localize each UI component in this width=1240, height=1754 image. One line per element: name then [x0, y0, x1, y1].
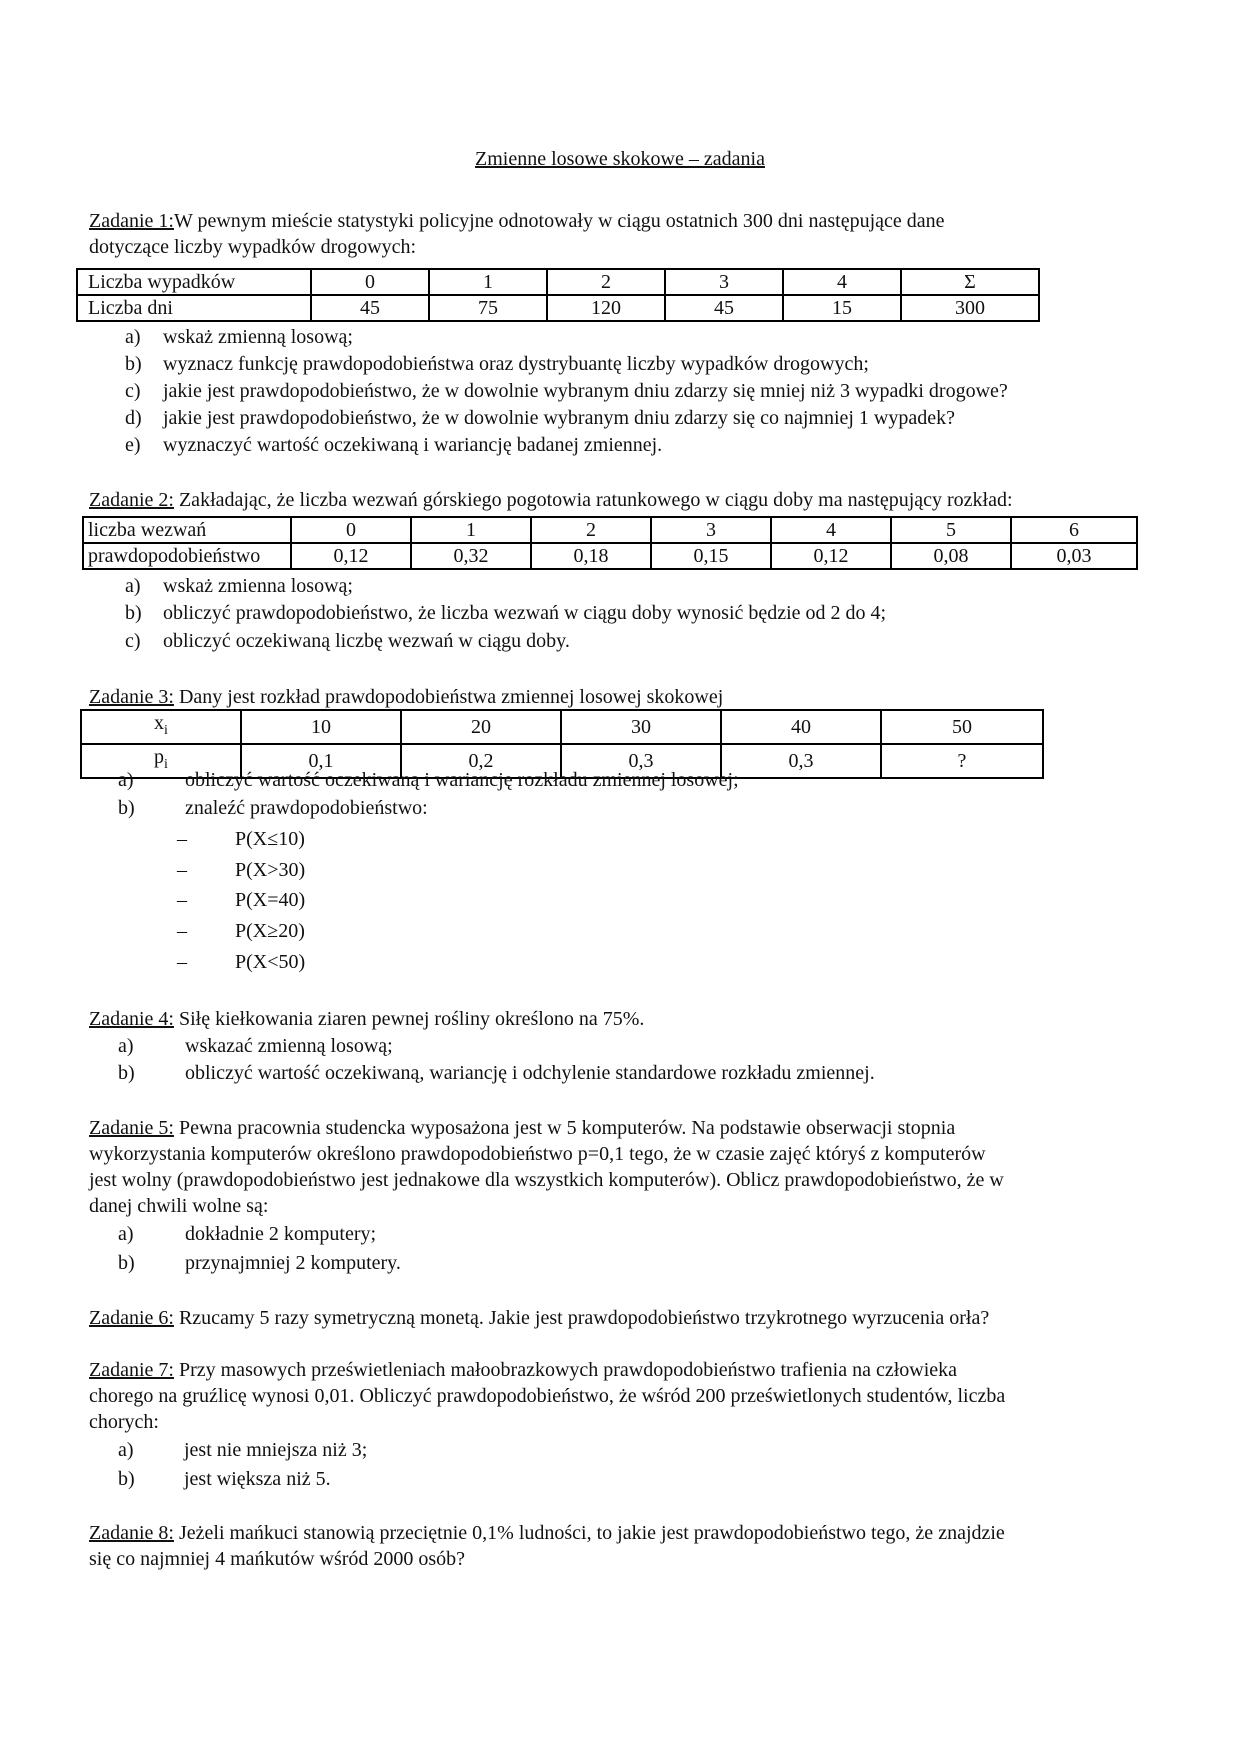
list-item-text: dokładnie 2 komputery;	[185, 1223, 377, 1245]
table-cell: 45	[311, 295, 429, 321]
list-item-text: znaleźć prawdopodobieństwo:	[185, 797, 428, 819]
task-6-intro	[89, 1305, 1199, 1331]
task-7-label: Zadanie 7:	[89, 1359, 174, 1381]
row-label-x: x	[154, 712, 165, 734]
list-item-text: obliczyć wartość oczekiwaną, wariancję i odchylenie standardowe rozkładu zmiennej.	[185, 1062, 875, 1084]
sub-list-item-text: P(X=40)	[235, 889, 306, 911]
list-marker: a)	[118, 769, 134, 791]
dash-marker: –	[177, 889, 187, 911]
table-cell: 2	[531, 517, 651, 543]
task-2-intro	[89, 487, 1209, 513]
row-label-subscript: i	[164, 723, 168, 738]
task-5-line: jest wolny (prawdopodobieństwo jest jednakowe dla wszystkich komputerów). Oblicz prawdopodobieństwo, że w	[89, 1169, 1004, 1191]
task-7-line: chorego na gruźlicę wynosi 0,01. Obliczyć prawdopodobieństwo, że wśród 200 prześwietlonych studentów, liczba	[89, 1385, 1006, 1407]
task-3-text: Dany jest rozkład prawdopodobieństwa zmiennej losowej skokowej	[173, 686, 724, 708]
table-cell: 0,08	[891, 543, 1011, 569]
table-cell: 1	[411, 517, 531, 543]
sub-list-item-text: P(X<50)	[235, 951, 306, 973]
table-cell: 0,32	[411, 543, 531, 569]
list-marker: b)	[118, 1062, 135, 1084]
row-label-subscript: i	[164, 757, 168, 772]
list-item-text: przynajmniej 2 komputery.	[185, 1252, 401, 1274]
task-4-label: Zadanie 4:	[89, 1008, 174, 1030]
list-marker: a)	[125, 575, 141, 597]
table-cell: 0,12	[291, 543, 411, 569]
table-cell: 0,18	[531, 543, 651, 569]
table-cell: 0,03	[1011, 543, 1137, 569]
table-cell: 1	[429, 269, 547, 295]
list-marker: a)	[125, 326, 141, 348]
task-1-table	[76, 268, 1040, 322]
task-1-label: Zadanie 1:	[89, 210, 174, 232]
list-item-text: wskazać zmienną losową;	[185, 1035, 393, 1057]
table-cell: 0,2	[401, 744, 561, 778]
table-cell: 20	[401, 710, 561, 744]
table-cell: Liczba wypadków	[77, 269, 311, 295]
table-cell: liczba wezwań	[83, 517, 291, 543]
list-item-text: wyznacz funkcję prawdopodobieństwa oraz dystrybuantę liczby wypadków drogowych;	[163, 353, 869, 375]
task-4-text: Siłę kiełkowania ziaren pewnej rośliny określono na 75%.	[173, 1008, 645, 1030]
table-cell: 50	[881, 710, 1043, 744]
task-8-label: Zadanie 8:	[89, 1522, 174, 1544]
list-marker: e)	[125, 434, 141, 456]
table-cell	[81, 710, 241, 744]
table-cell: 75	[429, 295, 547, 321]
table-cell: 3	[665, 269, 783, 295]
table-cell: 3	[651, 517, 771, 543]
table-cell: 0,3	[561, 744, 721, 778]
list-marker: b)	[125, 602, 142, 624]
task-8-line: się co najmniej 4 mańkutów wśród 2000 osób?	[89, 1548, 466, 1570]
table-cell: 0	[291, 517, 411, 543]
task-7-text: Przy masowych prześwietleniach małoobrazkowych prawdopodobieństwo trafienia na człowieka	[173, 1359, 958, 1381]
list-marker: d)	[125, 407, 142, 429]
list-marker: a)	[118, 1223, 134, 1245]
table-cell: 45	[665, 295, 783, 321]
list-item-text: jest większa niż 5.	[184, 1468, 331, 1490]
table-cell: 15	[783, 295, 901, 321]
list-marker: c)	[125, 630, 141, 652]
table-cell: 0,12	[771, 543, 891, 569]
list-item-text: jest nie mniejsza niż 3;	[184, 1439, 368, 1461]
list-marker: b)	[118, 1468, 135, 1490]
task-6-text: Rzucamy 5 razy symetryczną monetą. Jakie jest prawdopodobieństwo trzykrotnego wyrzucenia orła?	[173, 1307, 990, 1329]
table-cell: 0,3	[721, 744, 881, 778]
task-5-line: wykorzystania komputerów określono prawdopodobieństwo p=0,1 tego, że w czasie zajęć któryś z komputerów	[89, 1143, 986, 1165]
dash-marker: –	[177, 859, 187, 881]
task-2-label: Zadanie 2:	[89, 489, 174, 511]
table-row	[83, 543, 1137, 569]
task-7-line: chorych:	[89, 1411, 159, 1433]
task-1-intro	[89, 208, 1149, 260]
table-cell: 5	[891, 517, 1011, 543]
task-3-intro	[89, 684, 1149, 710]
list-marker: b)	[125, 353, 142, 375]
task-6-label: Zadanie 6:	[89, 1307, 174, 1329]
table-cell: ?	[881, 744, 1043, 778]
task-5-text: Pewna pracownia studencka wyposażona jest w 5 komputerów. Na podstawie obserwacji stopnia	[173, 1117, 956, 1139]
table-cell: Liczba dni	[77, 295, 311, 321]
sub-list-item-text: P(X>30)	[235, 859, 306, 881]
table-cell: 6	[1011, 517, 1137, 543]
table-row	[77, 295, 1039, 321]
table-cell: 30	[561, 710, 721, 744]
dash-marker: –	[177, 828, 187, 850]
list-item-text: obliczyć wartość oczekiwaną i wariancję rozkładu zmiennej losowej;	[185, 769, 739, 791]
list-item-text: jakie jest prawdopodobieństwo, że w dowolnie wybranym dniu zdarzy się co najmniej 1 wypadek?	[163, 407, 956, 429]
task-5-line: danej chwili wolne są:	[89, 1195, 269, 1217]
table-cell: Σ	[901, 269, 1039, 295]
list-marker: c)	[125, 380, 141, 402]
task-1-text: W pewnym mieście statystyki policyjne odnotowały w ciągu ostatnich 300 dni następujące dane	[173, 210, 945, 232]
task-2-text: Zakładając, że liczba wezwań górskiego pogotowia ratunkowego w ciągu doby ma następujący rozkład:	[173, 489, 1013, 511]
sub-list-item-text: P(X≥20)	[235, 920, 305, 942]
table-cell: 2	[547, 269, 665, 295]
table-cell: 10	[241, 710, 401, 744]
table-cell: 4	[783, 269, 901, 295]
list-marker: a)	[118, 1439, 134, 1461]
dash-marker: –	[177, 920, 187, 942]
page-title: Zmienne losowe skokowe – zadania	[475, 148, 765, 170]
table-cell: prawdopodobieństwo	[83, 543, 291, 569]
sub-list-item-text: P(X≤10)	[235, 828, 305, 850]
task-5-label: Zadanie 5:	[89, 1117, 174, 1139]
table-row	[77, 269, 1039, 295]
list-item-text: wskaż zmienna losową;	[163, 575, 353, 597]
task-2-table	[82, 516, 1138, 570]
dash-marker: –	[177, 951, 187, 973]
list-item-text: jakie jest prawdopodobieństwo, że w dowolnie wybranym dniu zdarzy się mniej niż 3 wypadki drogowe?	[163, 380, 1008, 402]
list-item-text: wyznaczyć wartość oczekiwaną i wariancję badanej zmiennej.	[163, 434, 663, 456]
table-row	[81, 710, 1043, 744]
task-8-intro	[89, 1520, 1199, 1572]
table-cell: 0,15	[651, 543, 771, 569]
table-cell: 4	[771, 517, 891, 543]
task-7-intro	[89, 1357, 1199, 1435]
table-cell: 0,1	[241, 744, 401, 778]
row-label-p: p	[154, 746, 165, 768]
table-cell: 0	[311, 269, 429, 295]
list-item-text: obliczyć prawdopodobieństwo, że liczba wezwań w ciągu doby wynosić będzie od 2 do 4;	[163, 602, 887, 624]
table-cell: 40	[721, 710, 881, 744]
task-1-text-cont: dotyczące liczby wypadków drogowych:	[89, 236, 417, 258]
task-3-label: Zadanie 3:	[89, 686, 174, 708]
table-cell: 120	[547, 295, 665, 321]
list-marker: b)	[118, 797, 135, 819]
list-item-text: obliczyć oczekiwaną liczbę wezwań w ciągu doby.	[163, 630, 570, 652]
list-marker: a)	[118, 1035, 134, 1057]
list-item-text: wskaż zmienną losową;	[163, 326, 353, 348]
table-row	[83, 517, 1137, 543]
task-5-intro	[89, 1115, 1179, 1219]
task-8-text: Jeżeli mańkuci stanowią przeciętnie 0,1% ludności, to jakie jest prawdopodobieństwo tego, że znajdzie	[173, 1522, 1005, 1544]
table-cell: 300	[901, 295, 1039, 321]
task-4-intro	[89, 1006, 1149, 1032]
list-marker: b)	[118, 1252, 135, 1274]
